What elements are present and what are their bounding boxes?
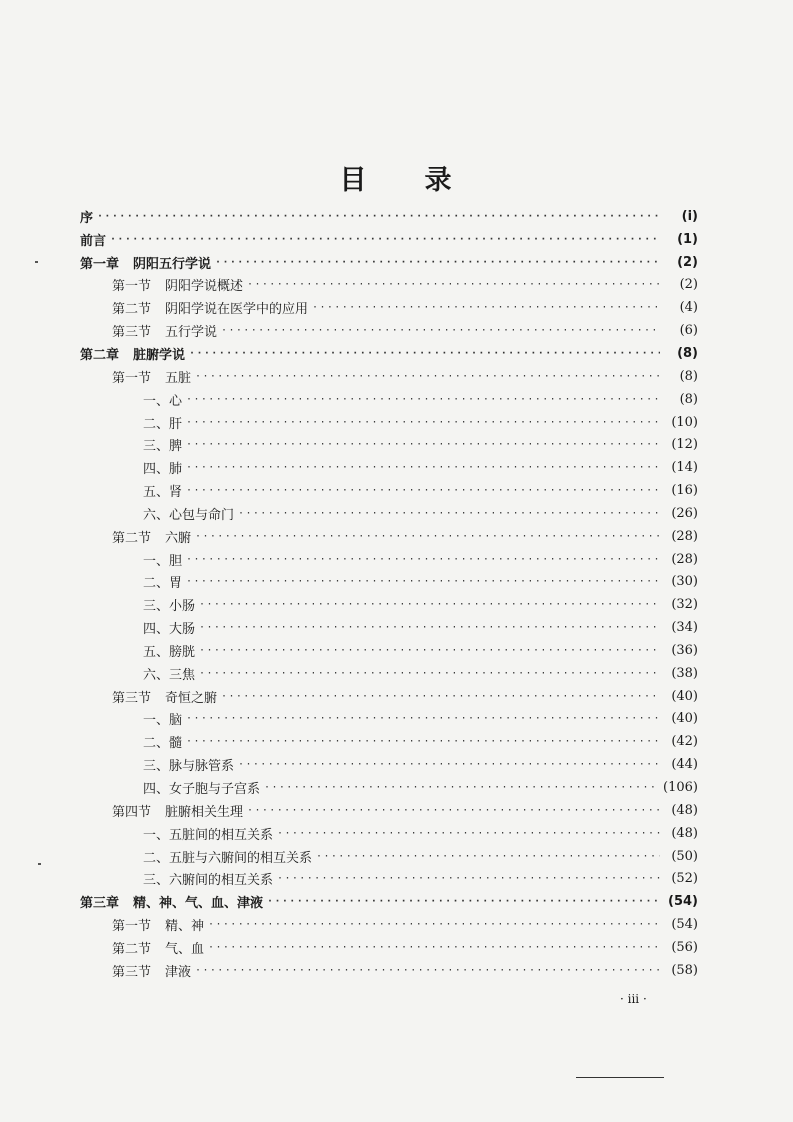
toc-entry-page: (16) [671, 483, 698, 499]
dot-leader [186, 417, 660, 428]
toc-entry-number: 四、 [143, 462, 170, 478]
page-title [0, 158, 793, 197]
toc-entry[interactable] [80, 571, 698, 594]
toc-entry-title: 奇恒之腑 [165, 690, 218, 706]
dot-leader [221, 691, 660, 702]
toc-entry-page: (56) [671, 939, 698, 955]
toc-entry-page: (28) [671, 528, 698, 544]
toc-entry-label [112, 527, 191, 546]
toc-entry-page: (36) [671, 642, 698, 658]
toc-entry-title: 脾 [169, 439, 183, 455]
toc-entry-label [80, 892, 263, 911]
toc-entry-number: 第四节 [112, 804, 152, 820]
toc-entry-page: (54) [671, 917, 698, 933]
toc-entry-label [80, 344, 185, 363]
toc-entry-label [143, 824, 273, 843]
toc-entry[interactable] [80, 867, 698, 890]
toc-entry-number: 一、 [143, 553, 170, 569]
toc-entry-label [143, 550, 182, 569]
dot-leader [189, 348, 660, 359]
toc-entry-title: 胃 [169, 576, 183, 592]
toc-entry-title: 肾 [169, 485, 183, 501]
toc-entry-number: 第三节 [112, 964, 152, 980]
toc-entry-title: 五脏 [165, 370, 192, 386]
dot-leader [215, 257, 660, 268]
toc-entry-number: 一、 [143, 827, 170, 843]
toc-entry-page: (40) [671, 711, 698, 727]
dot-leader [247, 279, 660, 290]
toc-entry-number: 四、 [143, 622, 170, 638]
toc-entry-label [143, 778, 260, 797]
toc-entry-label [143, 618, 195, 637]
toc-entry-title: 阴阳学说在医学中的应用 [165, 302, 309, 318]
toc-entry-number: 二、 [143, 576, 170, 592]
toc-entry-page: (26) [671, 505, 698, 521]
toc-entry-page: (8) [679, 391, 698, 407]
toc-entry-label [143, 595, 195, 614]
toc-entry-number: 第一节 [112, 370, 152, 386]
toc-entry-title: 阴阳五行学说 [133, 256, 212, 272]
toc-entry-page: (48) [671, 825, 698, 841]
toc-entry-label [112, 687, 217, 706]
toc-entry[interactable] [80, 753, 698, 776]
toc-entry-page: (12) [671, 437, 698, 453]
toc-entry-number: 第二节 [112, 530, 152, 546]
toc-entry-title: 脏腑相关生理 [165, 804, 244, 820]
toc-entry[interactable] [80, 730, 698, 753]
toc-entry-label [143, 504, 234, 523]
toc-entry-page: (44) [671, 757, 698, 773]
dot-leader [208, 919, 660, 930]
toc-entry[interactable] [80, 936, 698, 959]
toc-entry-label [80, 230, 106, 249]
toc-entry-number: 第一节 [112, 279, 152, 295]
toc-entry[interactable] [80, 274, 698, 297]
toc-entry[interactable] [80, 433, 698, 456]
toc-entry-label [143, 732, 182, 751]
toc-entry-label [80, 253, 211, 272]
dot-leader [277, 828, 660, 839]
dot-leader [199, 668, 660, 679]
dot-leader [97, 211, 660, 222]
toc-entry[interactable] [80, 342, 698, 365]
toc-entry-title: 津液 [165, 964, 192, 980]
toc-entry-page: (50) [671, 848, 698, 864]
dot-leader [247, 805, 660, 816]
toc-entry-number: 第二节 [112, 941, 152, 957]
toc-entry-page: (8) [679, 368, 698, 384]
toc-entry-title: 胆 [169, 553, 183, 569]
toc-entry-page: (52) [671, 871, 698, 887]
toc-entry-title: 心包与命门 [169, 507, 235, 523]
toc-entry-label [112, 367, 191, 386]
toc-entry-label [112, 298, 308, 317]
toc-entry-label [143, 709, 182, 728]
toc-entry-number: 二、 [143, 416, 170, 432]
dot-leader [186, 554, 660, 565]
dot-leader [277, 873, 660, 884]
toc-entry-number: 第一章 [80, 256, 120, 272]
toc-entry[interactable] [80, 525, 698, 548]
toc-entry[interactable] [80, 685, 698, 708]
dot-leader [267, 896, 660, 907]
toc-entry[interactable] [80, 502, 698, 525]
toc-entry[interactable] [80, 548, 698, 571]
toc-entry-label [112, 915, 204, 934]
dot-leader [195, 531, 660, 542]
toc-entry-number: 第三节 [112, 690, 152, 706]
toc-entry-number: 二、 [143, 850, 170, 866]
toc-entry-title: 脏腑学说 [133, 347, 186, 363]
toc-entry-label [143, 413, 182, 432]
dot-leader [186, 576, 660, 587]
toc-entry-title: 五脏与六腑间的相互关系 [169, 850, 313, 866]
toc-entry-page: (38) [671, 665, 698, 681]
dot-leader [312, 302, 660, 313]
toc-entry-number: 二、 [143, 736, 170, 752]
toc-entry-number: 三、 [143, 439, 170, 455]
dot-leader [186, 713, 660, 724]
toc-entry-number: 第二章 [80, 347, 120, 363]
toc-entry-label [112, 321, 217, 340]
toc-entry[interactable] [80, 411, 698, 434]
toc-entry-label [143, 458, 182, 477]
toc-entry-page: (40) [671, 688, 698, 704]
toc-entry-title: 精、神 [165, 919, 205, 935]
toc-entry-title: 脉与脉管系 [169, 759, 235, 775]
toc-entry-number: 第二节 [112, 302, 152, 318]
dot-leader [110, 234, 660, 245]
toc-entry-page: (2) [679, 277, 698, 293]
toc-entry[interactable] [80, 456, 698, 479]
toc-entry-label [112, 275, 243, 294]
toc-entry-page: (4) [679, 300, 698, 316]
toc-entry-title: 脑 [169, 713, 183, 729]
toc-entry-page: (28) [671, 551, 698, 567]
toc-entry-page: (32) [671, 597, 698, 613]
toc-entry-number: 五、 [143, 644, 170, 660]
toc-entry-page: (34) [671, 620, 698, 636]
toc-entry-label [143, 572, 182, 591]
scan-speck [35, 261, 38, 263]
toc-entry-number: 四、 [143, 782, 170, 798]
dot-leader [195, 965, 660, 976]
toc-entry-title: 女子胞与子宫系 [169, 782, 261, 798]
toc-entry[interactable] [80, 616, 698, 639]
toc-entry-title: 心 [169, 393, 183, 409]
toc-entry[interactable] [80, 822, 698, 845]
toc-entry-title: 髓 [169, 736, 183, 752]
toc-entry-title: 五行学说 [165, 325, 218, 341]
toc-entry[interactable] [80, 388, 698, 411]
toc-entry[interactable] [80, 890, 698, 913]
dot-leader [195, 371, 660, 382]
toc-entry[interactable] [80, 913, 698, 936]
toc-entry-page: (42) [671, 734, 698, 750]
dot-leader [199, 599, 660, 610]
dot-leader [199, 622, 660, 633]
toc-entry[interactable] [80, 662, 698, 685]
title-char-left: 目 [339, 165, 369, 196]
toc-entry-page: (2) [677, 254, 698, 270]
dot-leader [186, 439, 660, 450]
dot-leader [264, 782, 659, 793]
toc-entry-label [143, 481, 182, 500]
toc-entry-number: 第一节 [112, 919, 152, 935]
toc-entry-page: (i) [681, 208, 698, 224]
toc-entry-label [143, 435, 182, 454]
toc-entry-title: 精、神、气、血、津液 [133, 896, 264, 912]
dot-leader [316, 851, 660, 862]
toc-entry-number: 前言 [80, 233, 107, 249]
dot-leader [186, 485, 660, 496]
dot-leader [186, 394, 660, 405]
toc-entry-page: (106) [663, 780, 698, 796]
table-of-contents [80, 205, 698, 982]
toc-entry-number: 三、 [143, 873, 170, 889]
title-char-right: 录 [424, 165, 454, 196]
toc-entry-label [80, 207, 93, 226]
toc-entry-title: 六腑 [165, 530, 192, 546]
toc-entry[interactable] [80, 296, 698, 319]
dot-leader [199, 645, 660, 656]
toc-entry-label [143, 641, 195, 660]
toc-entry[interactable] [80, 799, 698, 822]
toc-entry-page: (54) [668, 894, 698, 910]
dot-leader [186, 462, 660, 473]
toc-entry[interactable] [80, 845, 698, 868]
toc-entry-number: 六、 [143, 667, 170, 683]
toc-entry-label [143, 847, 312, 866]
toc-entry-title: 六腑间的相互关系 [169, 873, 274, 889]
toc-entry-title: 膀胱 [169, 644, 196, 660]
toc-entry-number: 三、 [143, 599, 170, 615]
dot-leader [186, 736, 660, 747]
toc-entry-page: (48) [671, 802, 698, 818]
page-number: · iii · [620, 992, 647, 1006]
toc-entry[interactable] [80, 228, 698, 251]
toc-entry-page: (30) [671, 574, 698, 590]
toc-entry-number: 序 [80, 210, 94, 226]
toc-entry-title: 阴阳学说概述 [165, 279, 244, 295]
dot-leader [238, 759, 660, 770]
dot-leader [208, 942, 660, 953]
toc-entry[interactable] [80, 205, 698, 228]
toc-entry-number: 第三章 [80, 896, 120, 912]
toc-entry[interactable] [80, 639, 698, 662]
toc-entry[interactable] [80, 959, 698, 982]
toc-entry-page: (8) [677, 345, 698, 361]
toc-entry-label [143, 390, 182, 409]
toc-entry-label [143, 869, 273, 888]
toc-entry[interactable] [80, 251, 698, 274]
toc-entry[interactable] [80, 365, 698, 388]
toc-entry-title: 肺 [169, 462, 183, 478]
toc-entry-number: 一、 [143, 713, 170, 729]
toc-entry-number: 五、 [143, 485, 170, 501]
toc-entry-number: 三、 [143, 759, 170, 775]
toc-entry-label [143, 755, 234, 774]
toc-entry-page: (58) [671, 962, 698, 978]
toc-entry[interactable] [80, 776, 698, 799]
toc-entry-title: 肝 [169, 416, 183, 432]
toc-entry-page: (6) [679, 323, 698, 339]
toc-entry-title: 小肠 [169, 599, 196, 615]
toc-entry-label [143, 664, 195, 683]
toc-entry-label [112, 961, 191, 980]
scan-rule [576, 1077, 664, 1078]
toc-entry-number: 第三节 [112, 325, 152, 341]
toc-entry[interactable] [80, 708, 698, 731]
toc-entry-page: (1) [677, 231, 698, 247]
toc-entry[interactable] [80, 479, 698, 502]
toc-entry[interactable] [80, 319, 698, 342]
toc-entry-page: (14) [671, 460, 698, 476]
toc-entry-title: 大肠 [169, 622, 196, 638]
toc-entry[interactable] [80, 593, 698, 616]
dot-leader [221, 325, 660, 336]
toc-entry-title: 五脏间的相互关系 [169, 827, 274, 843]
toc-entry-label [112, 801, 243, 820]
toc-entry-label [112, 938, 204, 957]
toc-entry-number: 一、 [143, 393, 170, 409]
toc-entry-title: 三焦 [169, 667, 196, 683]
toc-entry-page: (10) [671, 414, 698, 430]
scan-speck [38, 863, 41, 865]
dot-leader [238, 508, 660, 519]
toc-entry-title: 气、血 [165, 941, 205, 957]
toc-entry-number: 六、 [143, 507, 170, 523]
